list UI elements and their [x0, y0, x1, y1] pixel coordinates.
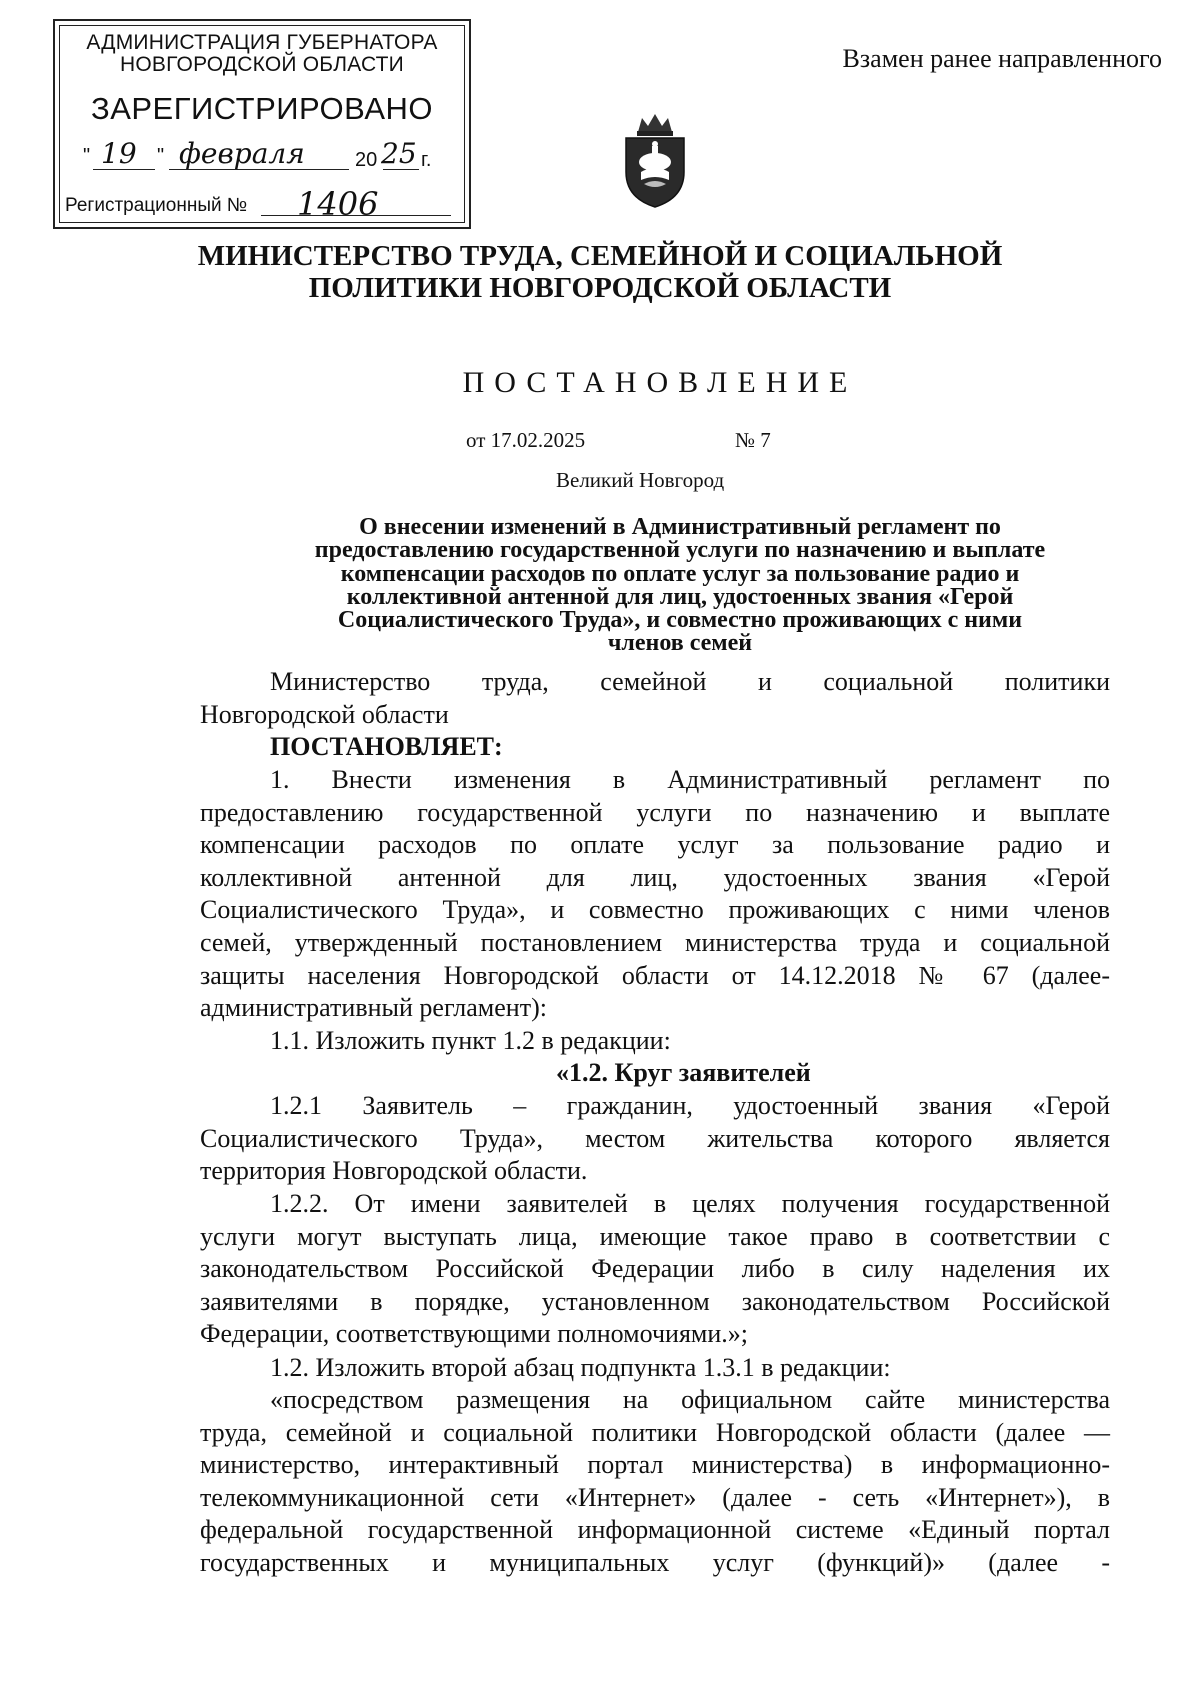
- paragraph-line: телекоммуникационной сети «Интернет» (далее - сеть «Интернет»), в: [200, 1482, 1110, 1512]
- stamp-reg-number: 1406: [297, 185, 379, 223]
- title-line: О внесении изменений в Административный регламент по: [359, 514, 1001, 540]
- stamp-year-suffix: 25: [381, 137, 417, 170]
- stamp-registered: ЗАРЕГИСТРИРОВАНО: [90, 91, 433, 126]
- ministry-name-line1: МИНИСТЕРСТВО ТРУДА, СЕМЕЙНОЙ И СОЦИАЛЬНОЙ: [197, 240, 1003, 272]
- paragraph-line: 1.2.2. От имени заявителей в целях получения государственной: [270, 1189, 1110, 1218]
- stamp-quote-close: ": [157, 145, 165, 167]
- document-title: [200, 516, 1160, 656]
- stamp-quote-open: ": [83, 145, 91, 167]
- decree-word: ПОСТАНОВЛЯЕТ:: [270, 732, 503, 761]
- paragraph-line: Федерации, соответствующими полномочиями.»;: [200, 1319, 748, 1349]
- section-heading: «1.2. Круг заявителей: [556, 1058, 811, 1087]
- stamp-year-line: [383, 169, 419, 170]
- quote-paragraph: [200, 1384, 1110, 1580]
- stamp-day-line: [93, 169, 155, 170]
- paragraph-line: предоставлению государственной услуги по назначению и выплате: [200, 797, 1110, 827]
- paragraph-line: Министерство труда, семейной и социальной политики: [270, 667, 1110, 696]
- ministry-name-line2: ПОЛИТИКИ НОВГОРОДСКОЙ ОБЛАСТИ: [308, 272, 892, 304]
- item-1-2-1-paragraph: [200, 1090, 1110, 1188]
- document-number: № 7: [735, 428, 771, 452]
- item-1-paragraph: [200, 764, 1110, 1025]
- paragraph-line: Социалистического Труда», и совместно проживающих с ними членов: [200, 895, 1110, 925]
- paragraph-line: 1.2.1 Заявитель – гражданин, удостоенный звания «Герой: [270, 1091, 1110, 1120]
- title-line: предоставлению государственной услуги по назначению и выплате: [314, 537, 1046, 564]
- intro-paragraph: [200, 666, 1110, 731]
- paragraph-line: защиты населения Новгородской области от 14.12.2018 № 67 (далее-: [200, 960, 1110, 990]
- stamp-year-prefix: 20: [355, 149, 378, 171]
- paragraph-line: Новгородской области: [200, 699, 449, 729]
- paragraph-line: компенсации расходов по оплате услуг за пользование радио и: [200, 830, 1110, 860]
- title-line: членов семей: [607, 630, 753, 657]
- document-date: от 17.02.2025: [466, 428, 586, 452]
- stamp-month: февраля: [179, 137, 305, 170]
- document-city: Великий Новгород: [556, 468, 725, 492]
- title-line: коллективной антенной для лиц, удостоенных звания «Герой: [346, 583, 1014, 610]
- stamp-year-mark: г.: [421, 149, 432, 171]
- title-line: Социалистического Труда», и совместно проживающих с ними: [337, 607, 1023, 634]
- paragraph-line: административный регламент):: [200, 993, 547, 1023]
- document-type: ПОСТАНОВЛЕНИЕ: [462, 366, 858, 399]
- replace-note: Взамен ранее направленного: [842, 44, 1162, 73]
- paragraph-line: 1. Внести изменения в Административный регламент по: [270, 765, 1110, 794]
- stamp-org-line1: АДМИНИСТРАЦИЯ ГУБЕРНАТОРА: [86, 31, 438, 54]
- paragraph-line: законодательством Российской Федерации либо в силу наделения их: [200, 1254, 1110, 1284]
- paragraph-line: семей, утвержденный постановлением министерства труда и социальной: [200, 927, 1110, 957]
- coat-of-arms-icon: [618, 110, 692, 210]
- stamp-month-line: [169, 169, 349, 170]
- paragraph-line: «посредством размещения на официальном сайте министерства: [270, 1385, 1110, 1414]
- paragraph-line: труда, семейной и социальной политики Новгородской области (далее —: [200, 1417, 1110, 1447]
- item-1-2-2-paragraph: [200, 1188, 1110, 1351]
- paragraph-line: 1.1. Изложить пункт 1.2 в редакции:: [270, 1026, 671, 1055]
- registration-stamp: [53, 19, 471, 229]
- paragraph-line: услуги могут выступать лица, имеющие такое право в соответствии с: [200, 1221, 1110, 1251]
- stamp-day: 19: [101, 137, 137, 170]
- paragraph-line: Социалистического Труда», местом жительства которого является: [200, 1123, 1110, 1153]
- paragraph-line: коллективной антенной для лиц, удостоенных звания «Герой: [200, 862, 1110, 892]
- paragraph-line: государственных и муниципальных услуг (функций)» (далее -: [200, 1547, 1110, 1577]
- paragraph-line: территория Новгородской области.: [200, 1156, 588, 1186]
- item-1-1-paragraph: [200, 1025, 1110, 1058]
- paragraph-line: 1.2. Изложить второй абзац подпункта 1.3.1 в редакции:: [270, 1353, 891, 1382]
- paragraph-line: заявителями в порядке, установленном законодательством Российской: [200, 1286, 1110, 1316]
- stamp-date-row: [83, 137, 443, 177]
- item-1-2-paragraph: [200, 1352, 1110, 1385]
- stamp-reg-label: Регистрационный №: [65, 195, 248, 216]
- stamp-org-line2: НОВГОРОДСКОЙ ОБЛАСТИ: [120, 53, 404, 76]
- title-line: компенсации расходов по оплате услуг за пользование радио и: [340, 560, 1020, 587]
- paragraph-line: министерство, интерактивный портал министерства) в информационно-: [200, 1450, 1110, 1480]
- paragraph-line: федеральной государственной информационной системе «Единый портал: [200, 1515, 1110, 1545]
